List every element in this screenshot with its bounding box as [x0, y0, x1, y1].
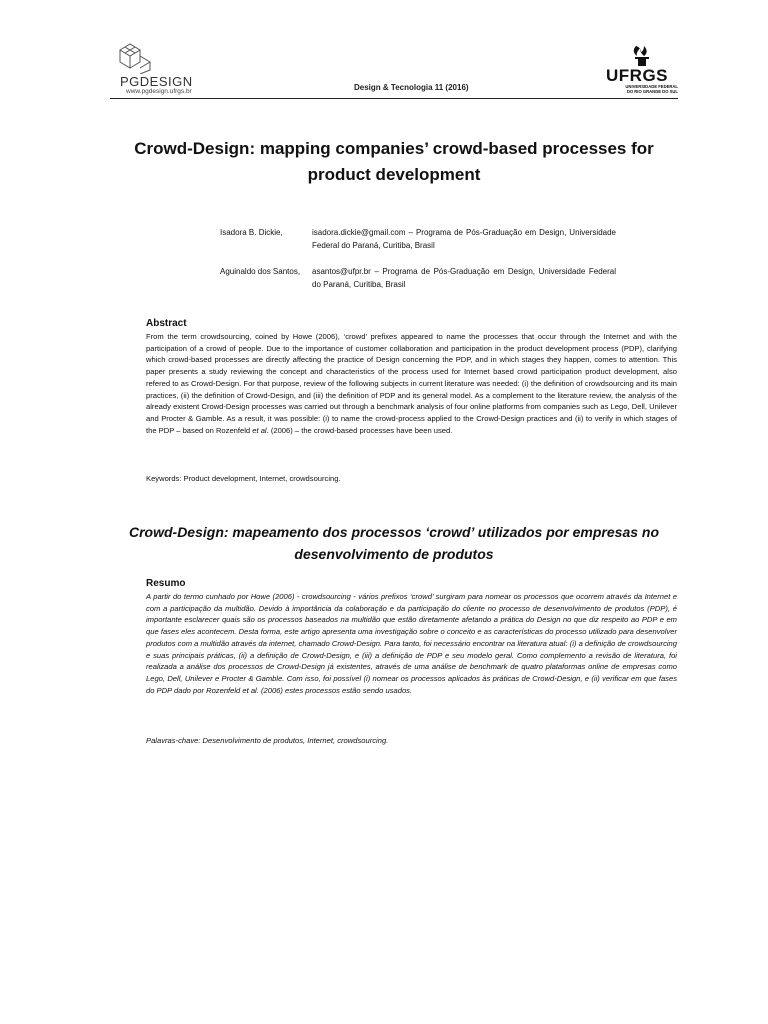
abstract-keywords: Keywords: Product development, Internet, crowdsourcing.	[146, 474, 341, 483]
logo-name: PGDESIGN	[120, 74, 193, 89]
abstract-body: From the term crowdsourcing, coined by Howe (2006), ‘crowd’ prefixes appeared to name the processes that occur through the Internet and with the participation of a crowd of people. Due to the importance of customer collaboration and participation in the product development process (PDP), clarifying which crowd-based processes are directly affecting the practice of Design concerning the PDP, and in which stages they happen, comes to attention. This paper presents a study reviewing the concept and characteristics of the process used for Internet based crowd participation product development, also refered to as Crowd-Design. For that purpose, review of the following subjects in current literature was needed: (i) the definition of crowdsourcing and its main practices, (ii) the definition of Crowd-Design, and (iii) the definition of PDP and its general model. As a complement to the literature review, the analysis of the already existent Crowd-Design processes was carried out through a benchmark analysis of four online platforms from companies such as Lego, Dell, Unilever and Procter & Gamble. As a result, it was possible: (i) to name the crowd-process applied to the Crowd-Design practices and (ii) to verify in which stages of the PDP – based on Rozenfeld	[146, 332, 677, 435]
pgdesign-logo	[110, 40, 250, 98]
torch-icon	[606, 44, 678, 68]
abstract-body-end: . (2006) – the crowd-based processes have been used.	[266, 425, 453, 435]
university-abbr: UFRGS	[606, 66, 668, 85]
abstract-italic: et al	[252, 425, 267, 435]
abstract-text	[146, 331, 677, 436]
abstract-heading: Abstract	[146, 318, 187, 329]
author-affiliation: asantos@ufpr.br – Programa de Pós-Graduação em Design, Universidade Federal do Paraná, Curitiba, Brasil	[312, 267, 616, 289]
page-header	[110, 40, 678, 99]
author-name: Isadora B. Dickie,	[220, 228, 283, 237]
resumo-keywords: Palavras-chave: Desenvolvimento de produtos, Internet, crowdsourcing.	[146, 736, 389, 745]
university-line-1: UNIVERSIDADE FEDERAL	[625, 84, 678, 89]
university-line-2: DO RIO GRANDE DO SUL	[626, 89, 678, 94]
resumo-text: A partir do termo cunhado por Howe (2006) - crowdsourcing - vários prefixos ‘crowd’ surgiram para nomear os processos que ocorrem através da Internet e com a participação da multidão. Devido à importância da colaboração e da participação do cliente no processo de desenvolvimento de produtos (PDP), é importante esclarecer quais são os processos baseados na multidão que estão diretamente afetando a prática do Design no que diz respeito ao PDP e em que fases eles acontecem. Desta forma, este artigo apresenta uma investigação sobre o conceito e as características do processo utilizado para desenvolver produtos com a multidão através da internet, chamado Crowd-Design. Para tanto, foi necessário encontrar na literatura atual: (i) a definição de crowdsourcing e suas principais práticas, (ii) a definição de Crowd-Design, e (iii) a definição de PDP e seu modelo geral. Como complemento a revisão de literatura, foi realizada a análise dos processos de Crowd-Design já existentes, através de uma análise de benchmark de quatro plataformas online de empresas como Lego, Dell, Unilever e Procter & Gamble. Com isso, foi possível (i) nomear os processos aplicados às práticas de Crowd-Design, e (ii) verificar em que fases do PDP dado por Rozenfeld et al. (2006) estes processos estão sendo usados.	[146, 592, 677, 695]
author-1	[220, 226, 616, 252]
author-affiliation: isadora.dickie@gmail.com – Programa de Pós-Graduação em Design, Universidade Federal do Paraná, Curitiba, Brasil	[312, 228, 616, 250]
university-name	[606, 84, 678, 94]
author-name: Aguinaldo dos Santos,	[220, 267, 301, 276]
journal-reference: Design & Tecnologia 11 (2016)	[354, 83, 469, 92]
resumo-heading: Resumo	[146, 578, 186, 589]
ufrgs-logo	[606, 44, 678, 96]
pgdesign-cube-icon	[114, 40, 158, 74]
portuguese-title: Crowd-Design: mapeamento dos processos ‘crowd’ utilizados por empresas no desenvolvimento de produtos	[128, 524, 660, 562]
logo-url: www.pgdesign.ufrgs.br	[126, 88, 192, 95]
paper-title: Crowd-Design: mapping companies’ crowd-based processes for product development	[134, 139, 654, 184]
author-2	[220, 265, 616, 291]
